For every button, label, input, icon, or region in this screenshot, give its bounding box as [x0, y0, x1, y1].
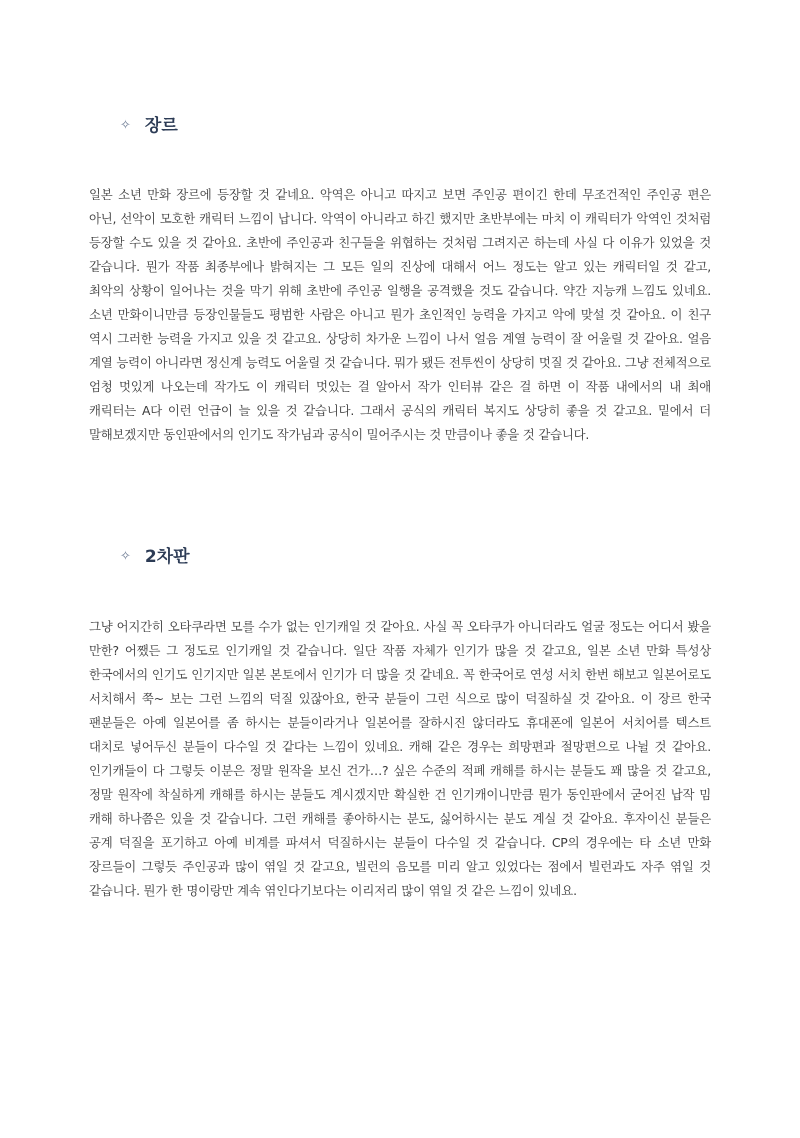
- section-title: 장르: [144, 116, 178, 136]
- section-heading-derivative: [120, 547, 190, 567]
- section-body-derivative: 그냥 어지간히 오타쿠라면 모를 수가 없는 인기캐일 것 같아요. 사실 꼭 오타쿠가 아니더라도 얼굴 정도는 어디서 봤을 만한? 어쨌든 그 정도로 인기캐일 것 같습니다. 일단 작품 자체가 인기가 많을 것 같고요, 일본 소년 만화 특성상 한국에서의 인기도 인기지만 일본 본토에서 인기가 더 많을 것 같네요. 꼭 한국어로 연성 서치 한번 해보고 일본어로도 서치해서 쭉~ 보는 그런 느낌의 덕질 있잖아요, 한국 분들이 그런 식으로 많이 덕질하실 것 같아요. 이 장르 한국 팬분들은 아예 일본어를 좀 하시는 분들이라거나 일본어를 잘하시진 않더라도 휴대폰에 일본어 서치어를 텍스트 대치로 넣어두신 분들이 다수일 것 같다는 느낌이 있네요. 캐해 같은 경우는 희망편과 절망편으로 나뉠 것 같아요. 인기캐들이 다 그렇듯 이분은 정말 원작을 보신 건가…? 싶은 수준의 적폐 캐해를 하시는 분들도 꽤 많을 것 같고요, 정말 원작에 착실하게 캐해를 하시는 분들도 계시겠지만 확실한 건 인기캐이니만큼 뭔가 동인판에서 굳어진 납작 밈 캐해 하나쯤은 있을 것 같습니다. 그런 캐해를 좋아하시는 분도, 싫어하시는 분도 계실 것 같아요. 후자이신 분들은 공계 덕질을 포기하고 아예 비계를 파셔서 덕질하시는 분들이 다수일 것 같습니다. CP의 경우에는 타 소년 만화 장르들이 그렇듯 주인공과 많이 엮일 것 같고요, 빌런의 음모를 미리 알고 있었다는 점에서 빌런과도 자주 엮일 것 같습니다. 뭔가 한 명이랑만 계속 엮인다기보다는 이리저리 많이 엮일 것 같은 느낌이 있네요.: [89, 619, 711, 898]
- sparkle-icon: ✧: [120, 118, 131, 133]
- section-heading-genre: [120, 116, 178, 136]
- sparkle-icon: ✧: [120, 549, 131, 564]
- section-body-genre: 일본 소년 만화 장르에 등장할 것 같네요. 악역은 아니고 따지고 보면 주인공 편이긴 한데 무조건적인 주인공 편은 아닌, 선악이 모호한 캐릭터 느낌이 납니다. 악역이 아니라고 하긴 했지만 초반부에는 마치 이 캐릭터가 악역인 것처럼 등장할 수도 있을 것 같아요. 초반에 주인공과 친구들을 위협하는 것처럼 그려지곤 하는데 사실 다 이유가 있었을 것 같습니다. 뭔가 작품 최종부에나 밝혀지는 그 모든 일의 진상에 대해서 어느 정도는 알고 있는 캐릭터일 것 같고, 최악의 상황이 일어나는 것을 막기 위해 초반에 주인공 일행을 공격했을 것도 같습니다. 약간 지능캐 느낌도 있네요. 소년 만화이니만큼 등장인물들도 평범한 사람은 아니고 뭔가 초인적인 능력을 가지고 악에 맞설 것 같아요. 이 친구 역시 그러한 능력을 가지고 있을 것 같고요. 상당히 차가운 느낌이 나서 얼음 계열 능력이 잘 어울릴 것 같아요. 얼음 계열 능력이 아니라면 정신계 능력도 어울릴 것 같습니다. 뭐가 됐든 전투씬이 상당히 멋질 것 같아요. 그냥 전체적으로 엄청 멋있게 나오는데 작가도 이 캐릭터 멋있는 걸 알아서 작가 인터뷰 같은 걸 하면 이 작품 내에서의 내 최애 캐릭터는 A다 이런 언급이 늘 있을 것 같습니다. 그래서 공식의 캐릭터 복지도 상당히 좋을 것 같고요. 밑에서 더 말해보겠지만 동인판에서의 인기도 작가님과 공식이 밀어주시는 것 만큼이나 좋을 것 같습니다.: [89, 187, 711, 442]
- section-title: 2차판: [144, 547, 190, 567]
